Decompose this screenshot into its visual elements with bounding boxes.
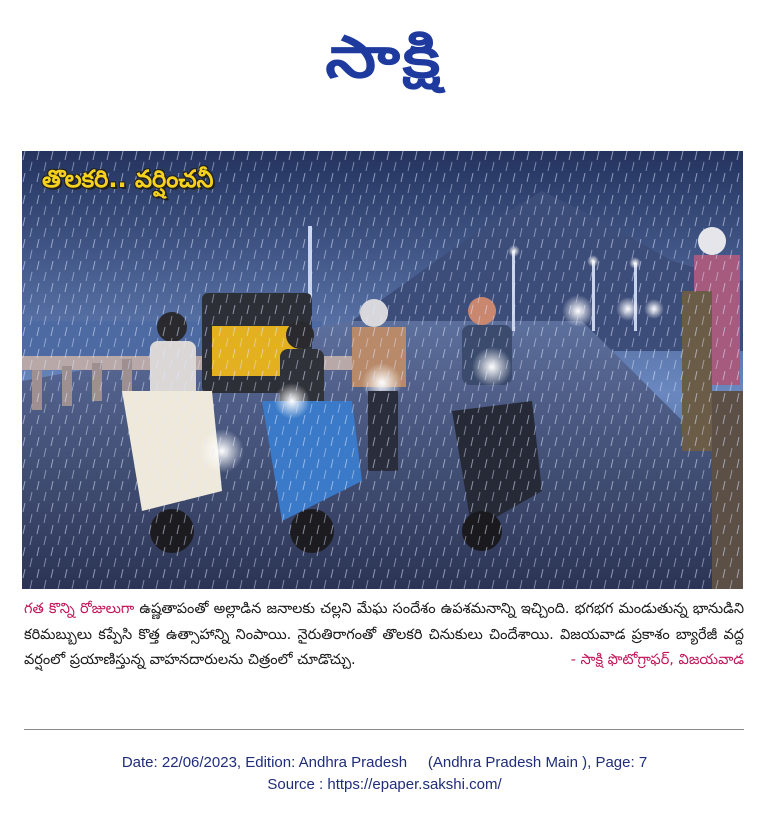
caption-body: ఉష్ణతాపంతో అల్లాడిన జనాలకు చల్లని మేఘ సందేశం ఉపశమనాన్ని ఇచ్చింది. భగభగ మండుతున్న భానుడిని కరిమబ్బులు కప్పేసి కొత్త ఉత్సాహాన్ని నింపాయి. నైరుతిరాగంతో తొలకరి చినుకులు చిందేశాయి. విజయవాడ ప్రకాశం బ్యారేజీ వద్ద వర్షంలో ప్రయాణిస్తున్న వాహనదారులను చిత్రంలో చూడొచ్చు. — [24, 601, 744, 668]
edition-info: Date: 22/06/2023, Edition: Andhra Pradesh (Andhra Pradesh Main ), Page: 7 — [121, 754, 648, 771]
sakshi-logo: సాక్షి — [325, 23, 444, 91]
caption-lead: గత కొన్ని రోజులుగా — [24, 601, 135, 617]
photo-headline: తొలకరి.. వర్షించనీ — [42, 165, 214, 193]
photographer-credit: - సాక్షి ఫొటోగ్రాఫర్, విజయవాడ — [570, 652, 744, 668]
news-photo — [22, 151, 743, 589]
footer — [0, 752, 769, 796]
source-link[interactable]: Source : https://epaper.sakshi.com/ — [267, 776, 502, 793]
rain-scene-illustration — [22, 151, 743, 589]
masthead — [0, 12, 769, 102]
footer-divider — [24, 729, 744, 730]
photo-caption — [24, 597, 744, 674]
